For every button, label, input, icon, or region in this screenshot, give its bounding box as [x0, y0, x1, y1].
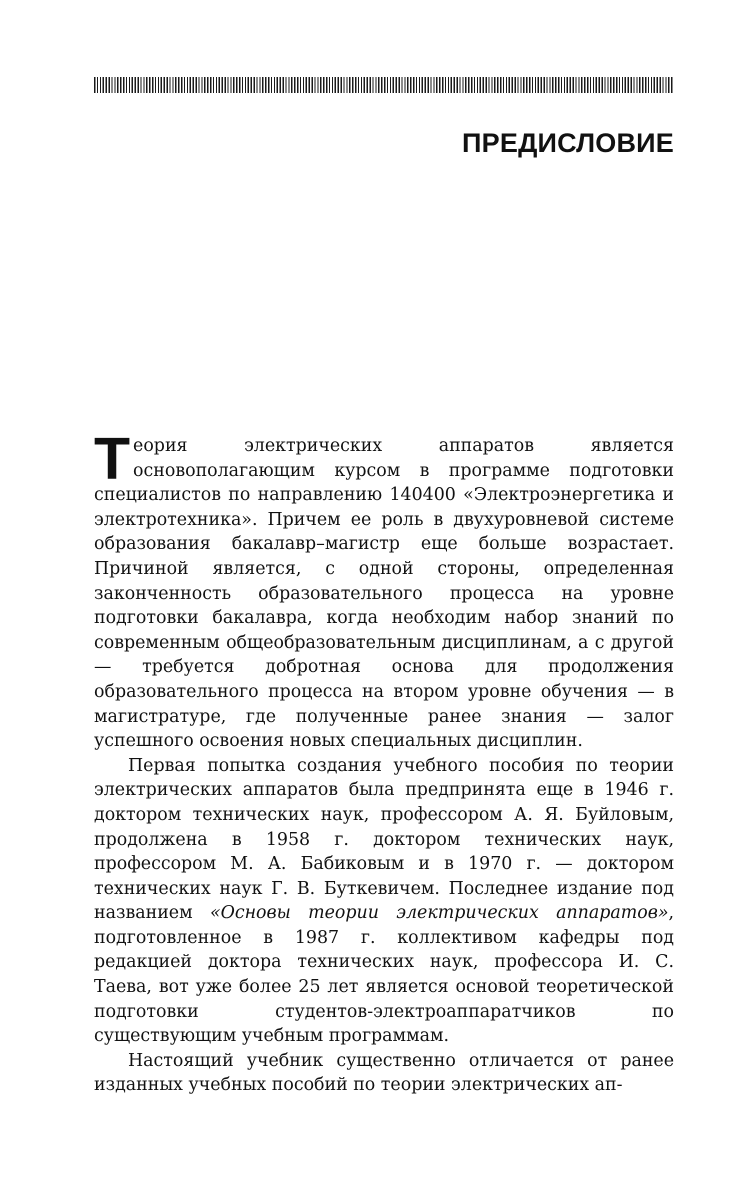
paragraph-1-text: еория электрических аппаратов является основополагающим курсом в программе подготовки специалистов по направлению 140400 «Электроэнергетика и электротехника». Причем ее роль в двухуровневой системе образования бакалавр–магистр еще больше возрастает. Причиной является, с одной стороны, определенная законченность образовательного процесса на уровне подготовки бакалавра, когда необходим набор знаний по современным общеобразовательным дисциплинам, а с другой — требуется добротная основа для продолжения образовательного процесса на втором уровне обучения — в магистратуре, где полученные ранее знания — залог успешного освоения новых специальных дисциплин. [94, 436, 674, 752]
paragraph-3-text: Настоящий учебник существенно отличается от ранее изданных учебных пособий по теории электрических ап- [94, 1050, 674, 1096]
paragraph-1 [94, 426, 674, 754]
body-text [94, 426, 674, 1098]
header-decorative-rule [94, 77, 674, 93]
paragraph-2-text-before: Первая попытка создания учебного пособия по теории электрических аппаратов была предпринята еще в 1946 г. доктором технических наук, профессором А. Я. Буйловым, продолжена в 1958 г. доктором технических наук, профессором М. А. Бабиковым и в 1970 г. — доктором технических наук Г. В. Буткевичем. Последнее издание под названием [94, 755, 674, 924]
paragraph-2 [94, 754, 674, 1049]
paragraph-2-text-after: , подготовленное в 1987 г. коллективом кафедры под редакцией доктора технических наук, профессора И. С. Таева, вот уже более 25 лет является основой теоретической подготовки студентов-электроаппаратчиков по существующим учебным программам. [94, 903, 674, 1047]
chapter-title: ПРЕДИСЛОВИЕ [462, 128, 674, 158]
paragraph-3 [94, 1049, 674, 1098]
book-title-italic: «Основы теории электрических аппаратов» [209, 903, 669, 924]
drop-cap-letter: Т [94, 426, 131, 492]
